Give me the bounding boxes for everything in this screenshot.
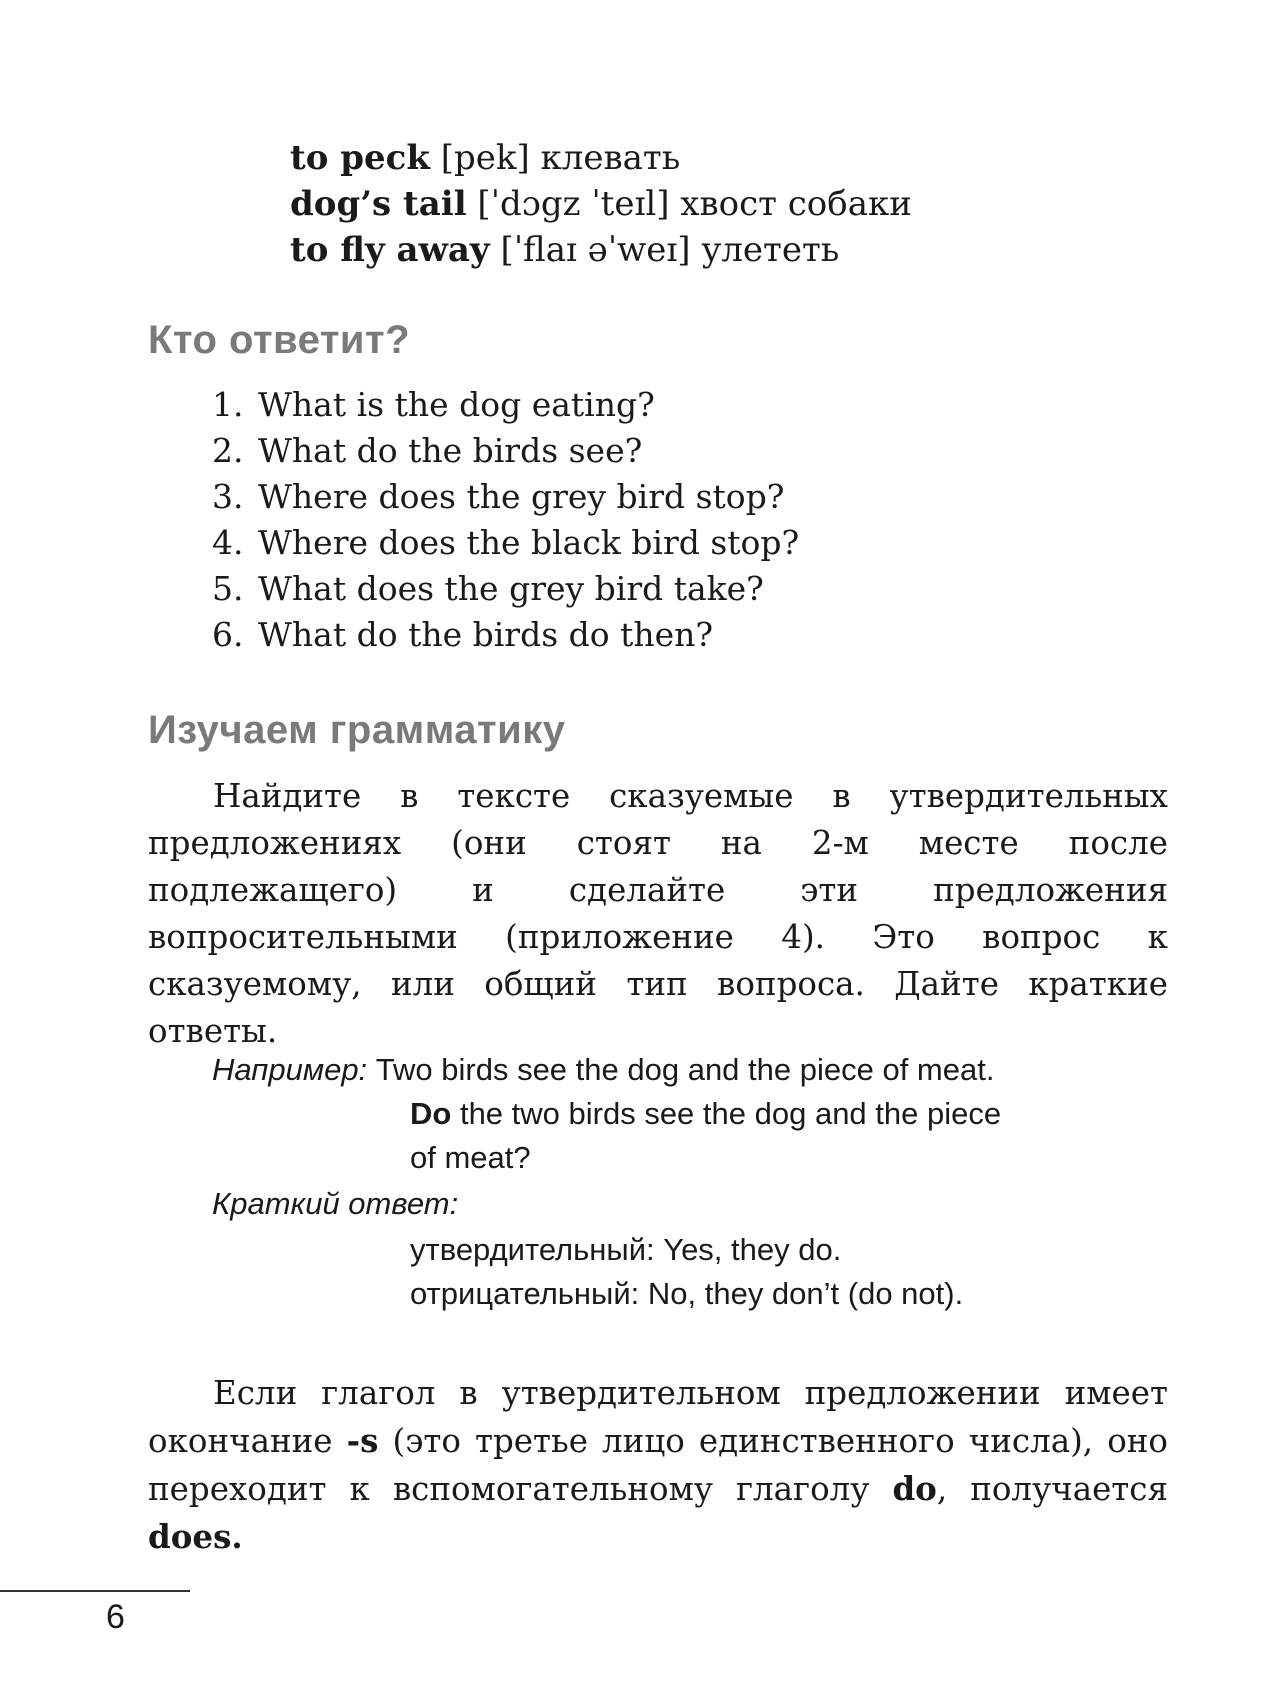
item-text: What is the dog eating? xyxy=(258,385,655,424)
vocab-translation: улететь xyxy=(701,230,840,270)
item-number: 5. xyxy=(212,569,244,608)
vocab-term: dog’s tail xyxy=(290,184,467,224)
grammar-instruction-paragraph: Найдите в тексте сказуемые в утвердительных предложениях (они стоят на 2-м месте после подлежащего) и сделайте эти предложения вопросительными (приложение 4). Это вопрос к сказуемому, или общий тип вопроса. Дайте краткие ответы. xyxy=(148,777,1168,1050)
affirmative-answer: утвердительный: Yes, they do. xyxy=(410,1232,842,1267)
item-text: What do the birds see? xyxy=(258,431,643,470)
item-number: 2. xyxy=(212,431,244,470)
item-number: 6. xyxy=(212,615,244,654)
example-line xyxy=(212,1048,994,1092)
list-item xyxy=(212,474,799,520)
item-text: What does the grey bird take? xyxy=(258,569,764,608)
list-item xyxy=(212,428,799,474)
vocabulary-list xyxy=(290,135,912,273)
section-heading-grammar: Изучаем грамматику xyxy=(148,708,566,752)
vocab-term: to peck xyxy=(290,138,430,178)
item-number: 3. xyxy=(212,477,244,516)
vocab-transcription: [ˈflaɪ əˈweɪ] xyxy=(500,230,691,270)
item-text: Where does the black bird stop? xyxy=(258,523,800,562)
example-label: Например: xyxy=(212,1052,368,1087)
example-question-line xyxy=(410,1092,1001,1136)
negative-answer: отрицательный: No, they don’t (do not). xyxy=(410,1276,964,1311)
questions-list xyxy=(212,382,799,658)
rule-text: Если глагол в утвердительном предложении имеет окончание xyxy=(148,1374,1168,1460)
item-number: 1. xyxy=(212,385,244,424)
footer-divider xyxy=(0,1590,190,1592)
vocab-entry xyxy=(290,135,912,181)
vocab-transcription: [pek] xyxy=(440,138,530,178)
vocab-term: to fly away xyxy=(290,230,490,270)
list-item xyxy=(212,566,799,612)
rule-text: (это третье лицо единственного числа), оно переходит к вспомогательному глаголу xyxy=(148,1422,1168,1508)
rule-verb-does: does. xyxy=(148,1517,243,1556)
rule-verb-do: do xyxy=(892,1469,937,1508)
rule-text: , получается xyxy=(936,1470,1168,1508)
vocab-entry xyxy=(290,181,912,227)
list-item xyxy=(212,520,799,566)
rule-ending: -s xyxy=(346,1421,379,1460)
example-question-line: of meat? xyxy=(410,1140,531,1175)
vocab-translation: клевать xyxy=(540,138,681,178)
example-question-text: the two birds see the dog and the piece xyxy=(459,1096,1002,1131)
list-item xyxy=(212,612,799,658)
item-text: What do the birds do then? xyxy=(258,615,714,654)
list-item xyxy=(212,382,799,428)
item-text: Where does the grey bird stop? xyxy=(258,477,785,516)
vocab-translation: хвост собаки xyxy=(680,184,912,224)
item-number: 4. xyxy=(212,523,244,562)
short-answer-label: Краткий ответ: xyxy=(212,1186,459,1221)
page-number: 6 xyxy=(106,1598,125,1636)
grammar-rule-paragraph xyxy=(148,1370,1168,1561)
vocab-transcription: [ˈdɔgz ˈteɪl] xyxy=(477,184,670,224)
vocab-entry xyxy=(290,227,912,273)
example-auxiliary: Do xyxy=(410,1096,452,1131)
example-sentence: Two birds see the dog and the piece of meat. xyxy=(375,1052,995,1087)
section-heading-questions: Кто ответит? xyxy=(148,318,411,362)
